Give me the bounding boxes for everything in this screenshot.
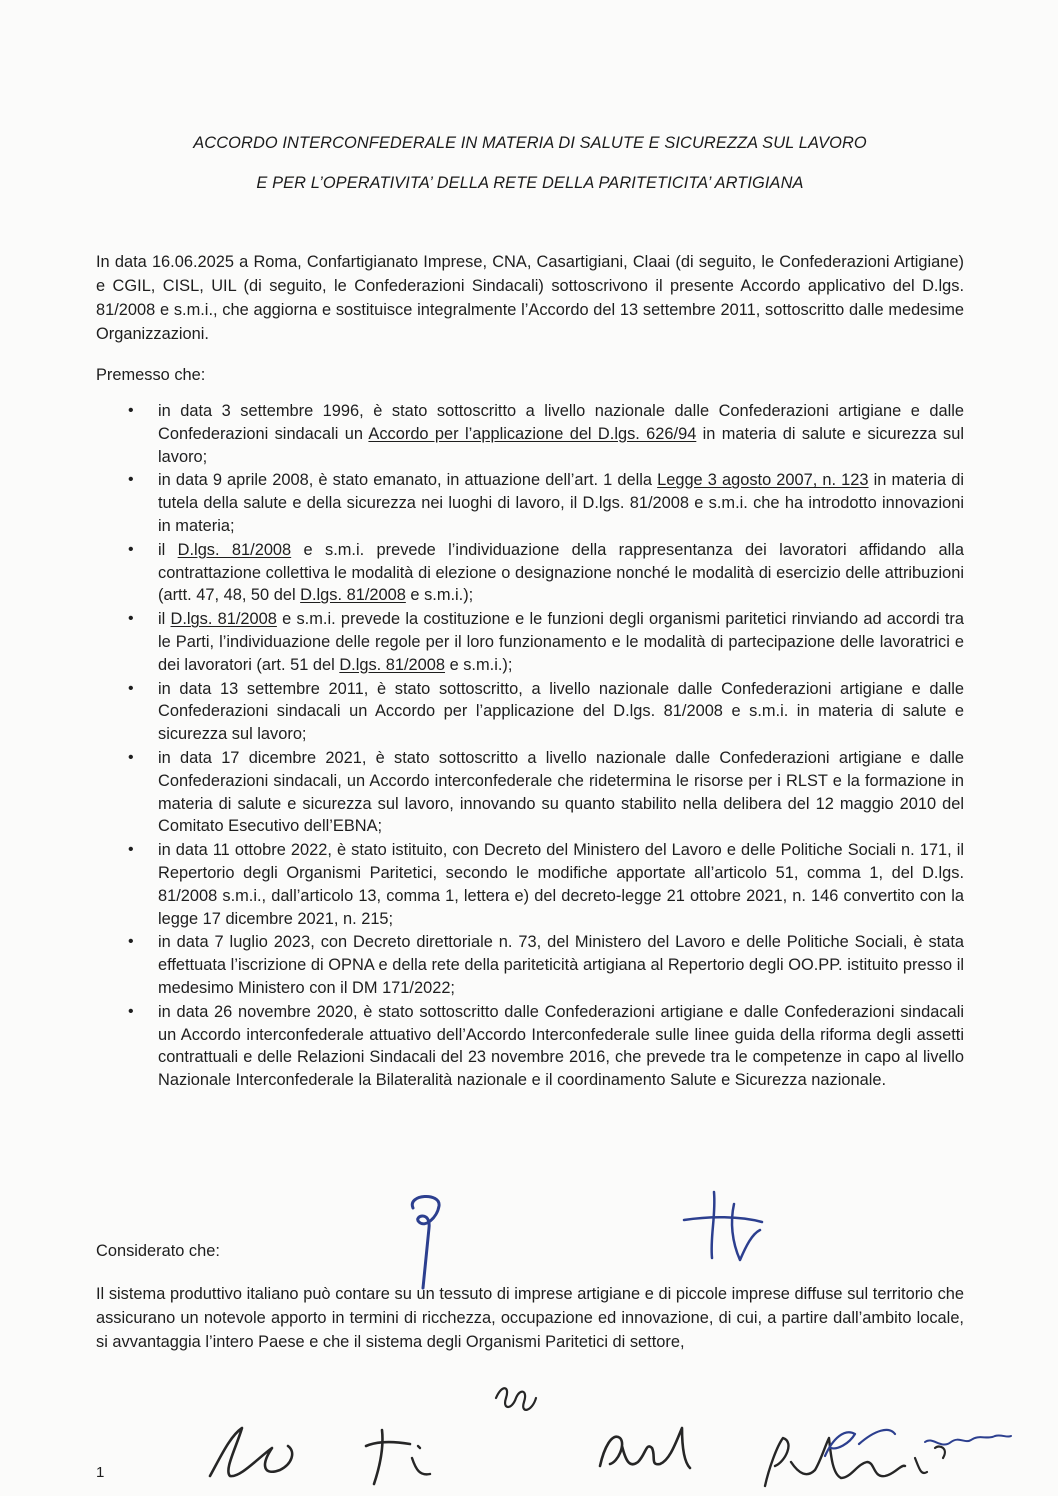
reference-link: Legge 3 agosto 2007, n. 123 bbox=[657, 471, 869, 490]
reference-link: D.lgs. 81/2008 bbox=[300, 586, 406, 605]
list-item bbox=[96, 539, 964, 607]
signature-mark bbox=[395, 1188, 455, 1298]
list-item bbox=[96, 608, 964, 676]
signature-mark bbox=[590, 1418, 700, 1478]
reference-link: D.lgs. 81/2008 bbox=[170, 610, 277, 629]
signature-mark bbox=[490, 1378, 550, 1428]
list-item bbox=[96, 469, 964, 537]
bullet-icon: • bbox=[128, 933, 134, 951]
bullet-icon: • bbox=[128, 841, 134, 859]
item-text: in materia di salute e sicurezza sul lavoro; bbox=[158, 424, 964, 466]
reference-link: D.lgs. 81/2008 bbox=[339, 655, 446, 674]
bullet-icon: • bbox=[128, 402, 134, 419]
considerato-label: Considerato che: bbox=[96, 1242, 220, 1260]
list-item bbox=[96, 839, 964, 930]
bullet-icon: • bbox=[128, 471, 134, 489]
signature-mark bbox=[360, 1418, 450, 1490]
closing-paragraph: Il sistema produttivo italiano può contare su un tessuto di imprese artigiane e di piccole imprese diffuse sul territorio che assicurano un notevole apporto in termini di ricchezza, occupazione ed innovazione, di cui, a partire dall’ambito locale, si avvantaggia l’intero Paese e che il sistema degli Organismi Paritetici di settore, bbox=[96, 1285, 964, 1351]
premesso-list bbox=[96, 400, 964, 1093]
item-text: e s.m.i. prevede l’individuazione della rappresentanza dei lavoratori affidando alla contrattazione collettiva le modalità di elezione o designazione nonché le modalità di esercizio delle attribuzioni (artt. 47, 48, 50 del bbox=[158, 540, 964, 605]
page-number: 1 bbox=[96, 1464, 105, 1481]
item-text: in data 13 settembre 2011, è stato sottoscritto, a livello nazionale dalle Confederazioni artigiane e dalle Confederazioni sindacali un Accordo per l’applicazione del D.lgs. 81/2008 e s.m.i. in materia di salute e sicurezza sul lavoro; bbox=[158, 679, 964, 744]
signature-mark bbox=[815, 1420, 1015, 1470]
signature-mark bbox=[200, 1418, 310, 1488]
intro-paragraph: In data 16.06.2025 a Roma, Confartigianato Imprese, CNA, Casartigiani, Claai (di seguito, le Confederazioni Artigiane) e CGIL, CISL, UIL (di seguito, le Confederazioni Sindacali) sottoscrivono il presente Accordo applicativo del D.lgs. 81/2008 e s.m.i., che aggiorna e sostituisce integralmente l’Accordo del 13 settembre 2011, sottoscritto dalle medesime Organizzazioni. bbox=[96, 253, 964, 343]
bullet-icon: • bbox=[128, 748, 134, 766]
item-text: in data 11 ottobre 2022, è stato istituito, con Decreto del Ministero del Lavoro e delle Politiche Sociali n. 171, il Repertorio degli Organismi Paritetici, secondo le modifiche apportate all’articolo 51, comma 1, del D.lgs. 81/2008 s.m.i., dall’articolo 13, comma 1, lettera e) del decreto-legge 21 ottobre 2021, n. 146 convertito con la legge 17 dicembre 2021, n. 215; bbox=[158, 841, 964, 928]
item-text: in data 7 luglio 2023, con Decreto direttoriale n. 73, del Ministero del Lavoro e delle Politiche Sociali, è stata effettuata l’iscrizione di OPNA e della rete della pariteticità artigiana al Repertorio degli OO.PP. istituito presso il medesimo Ministero con il DM 171/2022; bbox=[158, 933, 964, 997]
reference-link: D.lgs. 81/2008 bbox=[177, 540, 292, 559]
item-text: in data 17 dicembre 2021, è stato sottoscritto a livello nazionale dalle Confederazioni artigiane e dalle Confederazioni sindacali, un Accordo interconfederale che ridetermina le risorse per i RLST e la formazione in materia di salute e sicurezza sul lavoro, innovando su quanto stabilito nella delibera del 12 maggio 2010 del Comitato Esecutivo dell’EBNA; bbox=[158, 748, 964, 836]
signature-mark bbox=[680, 1186, 770, 1266]
item-text: in data 9 aprile 2008, è stato emanato, in attuazione dell’art. 1 della bbox=[158, 471, 658, 490]
bullet-icon: • bbox=[128, 679, 134, 697]
title-line-2: E PER L’OPERATIVITA’ DELLA RETE DELLA PARITETICITA’ ARTIGIANA bbox=[256, 174, 804, 192]
list-item bbox=[96, 678, 964, 746]
item-text: e s.m.i.); bbox=[445, 655, 513, 674]
item-text: e s.m.i. prevede la costituzione e le funzioni degli organismi paritetici rinviando ad accordi tra le Parti, l’individuazione delle regole per il loro funzionamento e le modalità di partecipazione delle lavoratrici e dei lavoratori (art. 51 del bbox=[158, 610, 964, 674]
item-text: in data 26 novembre 2020, è stato sottoscritto dalle Confederazioni artigiane e dalle Confederazioni sindacali un Accordo interconfederale attuativo dell’Accordo Interconfederale sulle linee guida della riforma degli assetti contrattuali e delle Relazioni Sindacali del 23 novembre 2016, che prevede tra le competenze in capo al livello Nazionale Interconfederale la Bilateralità nazionale e il coordinamento Salute e Sicurezza nazionale. bbox=[158, 1002, 964, 1090]
list-item bbox=[96, 931, 964, 999]
bullet-icon: • bbox=[128, 1002, 134, 1020]
item-text: il bbox=[158, 610, 171, 629]
item-text: e s.m.i.); bbox=[405, 586, 474, 605]
bullet-icon: • bbox=[128, 540, 134, 558]
item-text: il bbox=[158, 540, 178, 559]
reference-link: Accordo per l’applicazione del D.lgs. 626/94 bbox=[368, 424, 697, 443]
premesso-label: Premesso che: bbox=[96, 366, 206, 384]
list-item bbox=[96, 1001, 964, 1092]
bullet-icon: • bbox=[128, 610, 134, 628]
title-line-1: ACCORDO INTERCONFEDERALE IN MATERIA DI SALUTE E SICUREZZA SUL LAVORO bbox=[193, 134, 867, 152]
list-item bbox=[96, 400, 964, 468]
list-item bbox=[96, 747, 964, 838]
item-text: in data 3 settembre 1996, è stato sottoscritto a livello nazionale dalle Confederazioni artigiane e dalle Confederazioni sindacali un bbox=[158, 402, 964, 443]
item-text: in materia di tutela della salute e della sicurezza nei luoghi di lavoro, il D.lgs. 81/2008 e s.m.i. che ha introdotto innovazioni in materia; bbox=[158, 471, 964, 535]
